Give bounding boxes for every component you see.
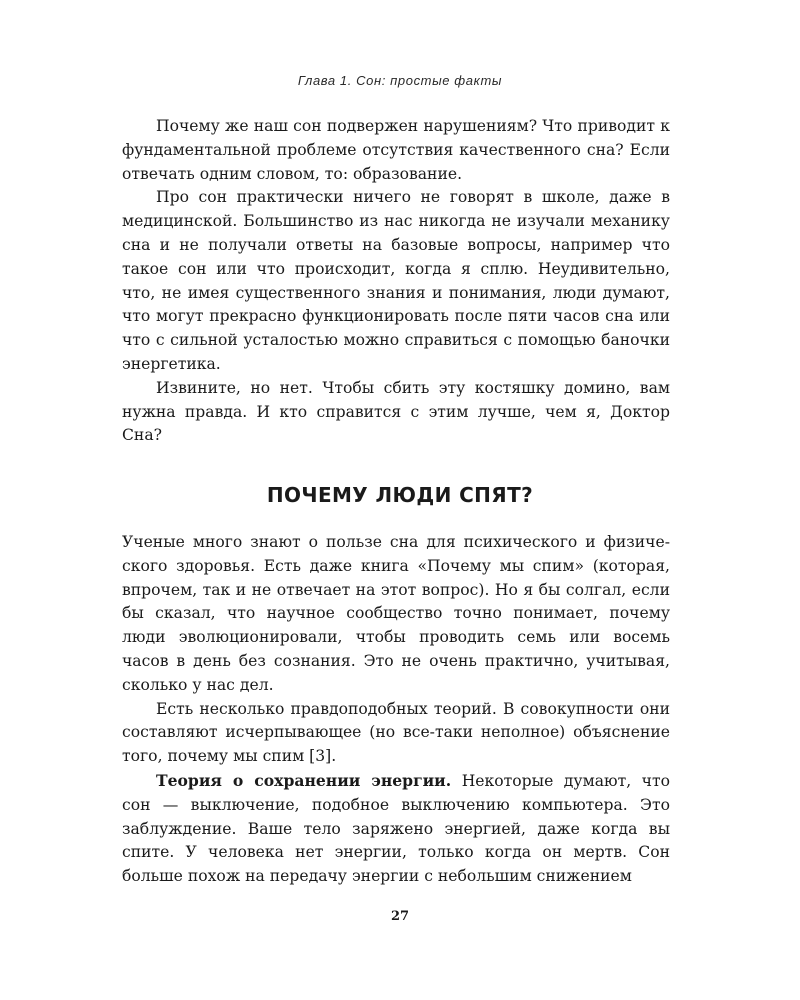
theory-term: Теория о сохранении энергии.	[156, 770, 452, 790]
paragraph: Есть несколько правдоподобных теорий. В совокупности они составляют исчерпывающее (но все-таки неполное) объяснение того, почему мы спим [3].	[122, 699, 670, 766]
theory-paragraph	[122, 769, 670, 889]
running-header: Глава 1. Сон: простые факты	[297, 73, 503, 88]
intro-text-block	[122, 115, 670, 448]
page-number: 27	[390, 909, 410, 924]
paragraph: Ученые много знают о пользе сна для психического и физического здоровья. Есть даже книга «Почему мы спим» (которая, впрочем, так и не отвечает на этот вопрос). Но я бы солгал, если бы сказал, что научное сообщество точно понимает, почему люди эволюционировали, чтобы проводить семь или восемь часов в день без сознания. Это не очень практично, учитывая, сколько у нас дел.	[122, 533, 670, 694]
section-text-block	[122, 531, 670, 889]
paragraph: Про сон практически ничего не говорят в школе, даже в медицинской. Большинство из нас никогда не изучали механику сна и не получали ответы на базовые вопросы, например что такое сон или что происходит, когда я сплю. Неудивительно, что, не имея существенного знания и понимания, люди думают, что могут прекрасно функционировать после пяти часов сна или что с сильной усталостью можно справиться с помощью баночки энергетика.	[122, 188, 670, 373]
paragraph: Почему же наш сон подвержен нарушениям? Что приводит к фундаментальной проблеме отсутствия качественного сна? Если отвечать одним словом, то: образование.	[122, 117, 670, 183]
theory-text: Некоторые думают, что сон — выключение, подобное выключению компьютера. Это заблуждение. Ваше тело заряжено энергией, даже когда вы спите. У человека нет энергии, только когда он мертв. Сон больше похож на передачу энергии с небольшим снижением	[122, 771, 670, 886]
paragraph: Извините, но нет. Чтобы сбить эту костяшку домино, вам нужна правда. И кто справится с этим лучше, чем я, Доктор Сна?	[122, 378, 670, 445]
section-heading: ПОЧЕМУ ЛЮДИ СПЯТ?	[266, 483, 534, 507]
